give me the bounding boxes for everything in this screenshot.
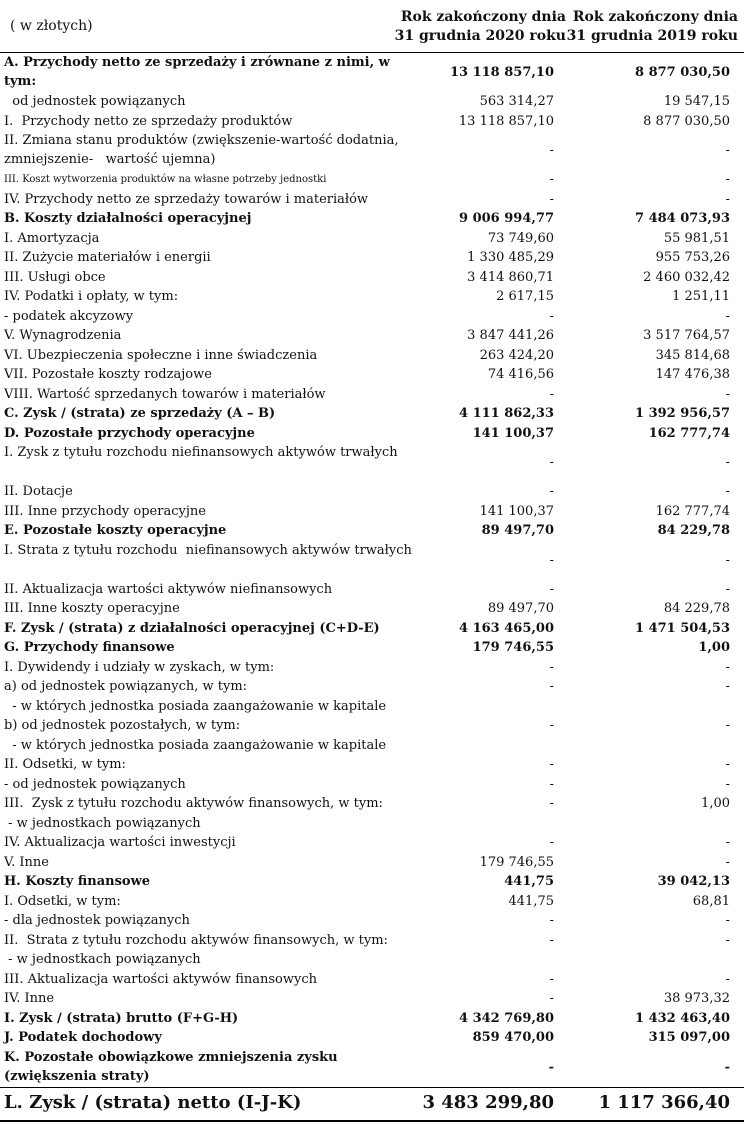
row-label: I. Zysk / (strata) brutto (F+G-H) — [4, 1010, 239, 1026]
value-2019: 38 973,32 — [663, 991, 730, 1006]
row-label: I. Odsetki, w tym: — [4, 893, 121, 909]
row-label: B. Koszty działalności operacyjnej — [4, 211, 252, 226]
row-label: - dla jednostek powiązanych — [4, 913, 190, 928]
row-label: III. Inne przychody operacyjne — [4, 503, 206, 519]
value-2019: 162 777,74 — [655, 503, 730, 519]
table-row — [0, 814, 744, 834]
value-2019: - — [725, 143, 730, 158]
row-label: V. Inne — [4, 854, 49, 870]
value-2019: 345 814,68 — [655, 347, 730, 363]
value-2020: 179 746,55 — [472, 640, 554, 655]
currency-unit: ( w złotych) — [10, 18, 93, 34]
value-2020: 179 746,55 — [479, 854, 554, 870]
row-label: III. Usługi obce — [4, 269, 106, 285]
table-row — [0, 502, 744, 522]
value-2019: - — [725, 386, 730, 402]
value-2020: 3 847 441,26 — [467, 328, 554, 343]
table-row — [0, 112, 744, 132]
value-2019: - — [725, 835, 730, 850]
table-row — [0, 872, 744, 892]
column-header-2019 — [567, 8, 738, 46]
table-row — [0, 229, 744, 249]
value-2020: - — [549, 484, 554, 499]
table-row — [0, 794, 744, 814]
row-label: VII. Pozostałe koszty rodzajowe — [4, 367, 212, 382]
value-2020: 4 111 862,33 — [459, 406, 554, 421]
value-2020: - — [549, 776, 554, 792]
row-label: - w których jednostka posiada zaangażowanie w kapitale — [4, 698, 387, 714]
row-label: G. Przychody finansowe — [4, 640, 175, 655]
value-2020: - — [549, 913, 554, 928]
table-row — [0, 580, 744, 600]
table-row — [0, 443, 744, 482]
value-2020: - — [549, 932, 554, 948]
value-2019: 162 777,74 — [648, 425, 730, 441]
value-2020: 13 118 857,10 — [449, 65, 554, 80]
value-2019: - — [725, 552, 730, 568]
value-2019: 2 460 032,42 — [643, 269, 730, 285]
table-row — [0, 716, 744, 736]
value-2020: 1 330 485,29 — [467, 250, 554, 265]
table-row — [0, 53, 744, 92]
row-label: D. Pozostałe przychody operacyjne — [4, 425, 255, 441]
value-2019: 1 432 463,40 — [635, 1010, 730, 1026]
value-2019: 19 547,15 — [663, 94, 730, 109]
table-row — [0, 1009, 744, 1029]
table-row — [0, 619, 744, 639]
value-2019: 955 753,26 — [655, 250, 730, 265]
value-2019: 84 229,78 — [657, 523, 730, 538]
row-label: IV. Podatki i opłaty, w tym: — [4, 289, 179, 304]
table-row — [0, 209, 744, 229]
value-2020: 141 100,37 — [472, 425, 554, 441]
value-2019: - — [725, 455, 730, 470]
value-2019: 39 042,13 — [657, 874, 730, 889]
value-2019: 1 471 504,53 — [635, 620, 730, 636]
row-label: A. Przychody netto ze sprzedaży i zrównane z nimi, w tym: — [4, 55, 395, 89]
value-2020: - — [549, 679, 554, 694]
value-2019: - — [725, 308, 730, 324]
table-row — [0, 833, 744, 853]
table-row — [0, 1028, 744, 1048]
value-2019: - — [725, 854, 730, 870]
value-2019: - — [725, 971, 730, 987]
table-row — [0, 521, 744, 541]
value-2020: 89 497,70 — [487, 601, 554, 616]
value-2020: 9 006 994,77 — [459, 211, 554, 226]
value-2020: 4 163 465,00 — [459, 620, 554, 636]
table-row — [0, 248, 744, 268]
row-label: - podatek akcyzowy — [4, 308, 134, 324]
row-label: II. Strata z tytułu rozchodu aktywów finansowych, w tym: — [4, 932, 388, 948]
value-2020: 2 617,15 — [496, 289, 554, 304]
value-2019: 68,81 — [692, 893, 730, 909]
value-2020: - — [549, 455, 554, 470]
table-row — [0, 736, 744, 756]
value-2019: - — [725, 913, 730, 928]
row-label: V. Wynagrodzenia — [4, 328, 122, 343]
value-2020: - — [548, 1059, 554, 1075]
row-label: a) od jednostek powiązanych, w tym: — [4, 679, 248, 694]
row-label: VI. Ubezpieczenia społeczne i inne świadczenia — [4, 347, 318, 363]
row-label: L. Zysk / (strata) netto (I-J-K) — [4, 1091, 302, 1113]
value-2019: - — [724, 1059, 730, 1075]
column-header-2019-line1: Rok zakończony dnia — [572, 9, 738, 25]
value-2019: - — [725, 581, 730, 597]
value-2020: - — [549, 581, 554, 597]
table-row — [0, 970, 744, 990]
row-label: II. Odsetki, w tym: — [4, 757, 126, 772]
value-2019: - — [725, 659, 730, 675]
table-header — [0, 0, 744, 53]
row-label: H. Koszty finansowe — [4, 874, 151, 889]
row-label: III. Aktualizacja wartości aktywów finansowych — [4, 971, 317, 987]
column-header-2019-line2: 31 grudnia 2019 roku — [566, 28, 738, 44]
value-2020: 73 749,60 — [487, 230, 554, 246]
value-2019: 1,00 — [701, 796, 730, 811]
row-label: C. Zysk / (strata) ze sprzedaży (A – B) — [4, 406, 276, 421]
row-label: - w których jednostka posiada zaangażowanie w kapitale — [4, 737, 387, 753]
value-2019: 1 251,11 — [672, 289, 730, 304]
row-label: I. Amortyzacja — [4, 230, 100, 246]
table-row — [0, 541, 744, 580]
value-2020: - — [549, 308, 554, 324]
value-2019: - — [725, 932, 730, 948]
table-row — [0, 697, 744, 717]
table-row — [0, 911, 744, 931]
value-2019: - — [725, 718, 730, 733]
value-2020: - — [549, 757, 554, 772]
value-2019: - — [725, 191, 730, 207]
value-2020: - — [549, 796, 554, 811]
value-2020: - — [549, 172, 554, 187]
value-2020: 141 100,37 — [479, 503, 554, 519]
column-header-2020-line2: 31 grudnia 2020 roku — [394, 28, 566, 44]
table-row — [0, 170, 744, 190]
row-label: K. Pozostałe obowiązkowe zmniejszenia zysku (zwiększenia straty) — [4, 1049, 343, 1084]
value-2020: - — [549, 386, 554, 402]
table-row — [0, 755, 744, 775]
table-body — [0, 53, 744, 1122]
row-label: I. Przychody netto ze sprzedaży produktów — [4, 113, 293, 129]
table-row — [0, 658, 744, 678]
table-row — [0, 931, 744, 951]
row-label: b) od jednostek pozostałych, w tym: — [4, 718, 241, 733]
value-2020: - — [549, 718, 554, 733]
row-label: od jednostek powiązanych — [4, 94, 186, 109]
value-2020: 89 497,70 — [481, 523, 554, 538]
value-2020: 563 314,27 — [479, 94, 554, 109]
table-row — [0, 989, 744, 1009]
value-2019: 3 517 764,57 — [643, 328, 730, 343]
value-2020: 263 424,20 — [479, 347, 554, 363]
table-row — [0, 385, 744, 405]
row-label: IV. Aktualizacja wartości inwestycji — [4, 835, 236, 850]
value-2020: - — [549, 971, 554, 987]
row-label: VIII. Wartość sprzedanych towarów i materiałów — [4, 386, 326, 402]
row-label: - od jednostek powiązanych — [4, 776, 186, 792]
value-2020: - — [549, 659, 554, 675]
table-row — [0, 92, 744, 112]
table-row — [0, 326, 744, 346]
value-2019: - — [725, 484, 730, 499]
value-2019: 1 392 956,57 — [635, 406, 730, 421]
row-label: - w jednostkach powiązanych — [4, 815, 201, 831]
table-row — [0, 346, 744, 366]
column-header-2020-line1: Rok zakończony dnia — [400, 9, 566, 25]
row-label: I. Strata z tytułu rozchodu niefinansowych aktywów trwałych — [4, 542, 412, 558]
value-2020: 4 342 769,80 — [459, 1010, 554, 1026]
value-2019: - — [725, 172, 730, 187]
table-row — [0, 190, 744, 210]
table-row — [0, 482, 744, 502]
value-2019: 55 981,51 — [663, 230, 730, 246]
value-2019: 1 117 366,40 — [598, 1091, 730, 1113]
table-row — [0, 365, 744, 385]
row-label: E. Pozostałe koszty operacyjne — [4, 523, 227, 538]
net-profit-row — [0, 1087, 744, 1122]
column-header-2020 — [395, 8, 566, 46]
value-2020: - — [549, 991, 554, 1006]
table-row — [0, 268, 744, 288]
value-2020: 441,75 — [504, 874, 554, 889]
value-2020: - — [549, 552, 554, 568]
table-row — [0, 892, 744, 912]
value-2019: 84 229,78 — [663, 601, 730, 616]
row-label: III. Koszt wytworzenia produktów na własne potrzeby jednostki — [4, 174, 327, 185]
value-2019: 315 097,00 — [648, 1030, 730, 1045]
table-row — [0, 599, 744, 619]
table-row — [0, 638, 744, 658]
row-label: II. Zużycie materiałów i energii — [4, 250, 211, 265]
row-label: II. Zmiana stanu produktów (zwiększenie-wartość dodatnia, zmniejszenie- wartość ujemna) — [4, 133, 407, 167]
value-2019: 1,00 — [698, 640, 730, 655]
row-label: I. Dywidendy i udziały w zyskach, w tym: — [4, 659, 275, 675]
table-row — [0, 950, 744, 970]
row-label: II. Dotacje — [4, 484, 73, 499]
value-2020: 3 414 860,71 — [467, 269, 554, 285]
row-label: III. Inne koszty operacyjne — [4, 601, 180, 616]
table-row — [0, 677, 744, 697]
value-2020: 3 483 299,80 — [422, 1091, 554, 1113]
value-2020: 74 416,56 — [487, 367, 554, 382]
value-2019: 147 476,38 — [655, 367, 730, 382]
value-2019: 7 484 073,93 — [635, 211, 730, 226]
value-2019: - — [725, 679, 730, 694]
value-2020: - — [549, 143, 554, 158]
row-label: III. Zysk z tytułu rozchodu aktywów finansowych, w tym: — [4, 796, 383, 811]
table-row — [0, 404, 744, 424]
value-2019: - — [725, 757, 730, 772]
value-2019: 8 877 030,50 — [643, 113, 730, 129]
row-label: IV. Przychody netto ze sprzedaży towarów i materiałów — [4, 191, 369, 207]
row-label: F. Zysk / (strata) z działalności operacyjnej (C+D-E) — [4, 620, 380, 636]
table-row — [0, 1048, 744, 1087]
value-2020: - — [549, 835, 554, 850]
table-row — [0, 853, 744, 873]
value-2020: - — [549, 191, 554, 207]
value-2020: 13 118 857,10 — [458, 113, 554, 129]
row-label: IV. Inne — [4, 991, 55, 1006]
row-label: J. Podatek dochodowy — [4, 1030, 162, 1045]
row-label: II. Aktualizacja wartości aktywów niefinansowych — [4, 581, 333, 597]
table-row — [0, 424, 744, 444]
value-2020: 859 470,00 — [472, 1030, 554, 1045]
value-2019: - — [725, 776, 730, 792]
table-row — [0, 287, 744, 307]
value-2019: 8 877 030,50 — [635, 65, 730, 80]
row-label: - w jednostkach powiązanych — [4, 952, 201, 967]
value-2020: 441,75 — [508, 893, 554, 909]
table-row — [0, 131, 744, 170]
table-row — [0, 307, 744, 327]
row-label: I. Zysk z tytułu rozchodu niefinansowych aktywów trwałych — [4, 445, 398, 460]
table-row — [0, 775, 744, 795]
